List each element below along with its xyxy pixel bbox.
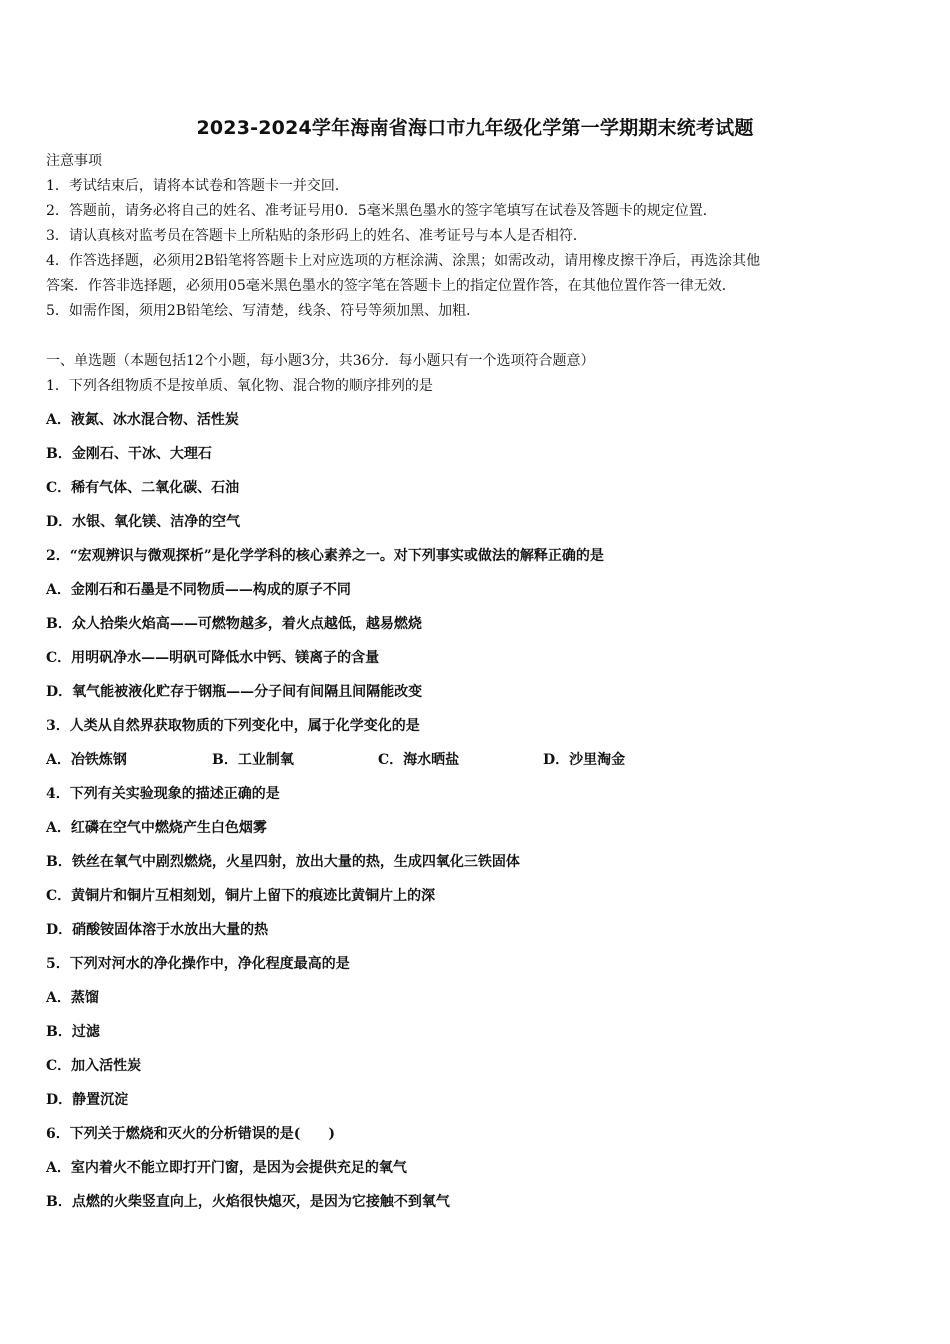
section-heading: 一、单选题（本题包括12个小题，每小题3分，共36分．每小题只有一个选项符合题意） xyxy=(46,353,595,369)
notice-item: 答案．作答非选择题，必须用05毫米黑色墨水的签字笔在答题卡上的指定位置作答，在其他位置作答一律无效． xyxy=(46,278,736,294)
option-b: B．众人拾柴火焰高——可燃物越多，着火点越低，越易燃烧 xyxy=(46,616,422,632)
notice-heading: 注意事项 xyxy=(46,153,102,169)
option-d: D．氧气能被液化贮存于钢瓶——分子间有间隔且间隔能改变 xyxy=(46,684,423,700)
option-a: A．冶铁炼钢 xyxy=(46,752,127,768)
option-b: B．铁丝在氧气中剧烈燃烧，火星四射，放出大量的热，生成四氧化三铁固体 xyxy=(46,854,520,870)
question-stem: 2．“宏观辨识与微观探析”是化学学科的核心素养之一。对下列事实或做法的解释正确的是 xyxy=(46,548,604,564)
option-c: C．海水晒盐 xyxy=(378,752,460,768)
notice-item: 4．作答选择题，必须用2B铅笔将答题卡上对应选项的方框涂满、涂黑；如需改动，请用橡皮擦干净后，再选涂其他 xyxy=(46,253,761,269)
option-b: B．金刚石、干冰、大理石 xyxy=(46,446,212,462)
option-d: D．水银、氧化镁、洁净的空气 xyxy=(46,514,241,530)
question-stem: 6．下列关于燃烧和灭火的分析错误的是( ) xyxy=(46,1126,335,1142)
option-a: A．红磷在空气中燃烧产生白色烟雾 xyxy=(46,820,267,836)
option-c: C．黄铜片和铜片互相刻划，铜片上留下的痕迹比黄铜片上的深 xyxy=(46,888,436,904)
option-b: B．工业制氧 xyxy=(212,752,294,768)
question-stem: 1．下列各组物质不是按单质、氧化物、混合物的顺序排列的是 xyxy=(46,378,433,394)
question-stem: 4．下列有关实验现象的描述正确的是 xyxy=(46,786,280,802)
notice-item: 2．答题前，请务必将自己的姓名、准考证号用0．5毫米黑色墨水的签字笔填写在试卷及答题卡的规定位置． xyxy=(46,203,717,219)
notice-item: 1．考试结束后，请将本试卷和答题卡一并交回． xyxy=(46,178,349,194)
notice-item: 5．如需作图，须用2B铅笔绘、写清楚，线条、符号等须加黑、加粗． xyxy=(46,303,481,319)
option-d: D．沙里淘金 xyxy=(543,752,626,768)
option-a: A．液氮、冰水混合物、活性炭 xyxy=(46,412,239,428)
option-a: A．蒸馏 xyxy=(46,990,99,1006)
option-b: B．过滤 xyxy=(46,1024,100,1040)
option-d: D．静置沉淀 xyxy=(46,1092,129,1108)
option-c: C．加入活性炭 xyxy=(46,1058,142,1074)
option-a: A．金刚石和石墨是不同物质——构成的原子不同 xyxy=(46,582,351,598)
question-stem: 5．下列对河水的净化操作中，净化程度最高的是 xyxy=(46,956,350,972)
option-c: C．用明矾净水——明矾可降低水中钙、镁离子的含量 xyxy=(46,650,380,666)
exam-title: 2023-2024学年海南省海口市九年级化学第一学期期末统考试题 xyxy=(196,117,754,139)
notice-item: 3．请认真核对监考员在答题卡上所粘贴的条形码上的姓名、准考证号与本人是否相符． xyxy=(46,228,587,244)
question-stem: 3．人类从自然界获取物质的下列变化中，属于化学变化的是 xyxy=(46,718,420,734)
option-d: D．硝酸铵固体溶于水放出大量的热 xyxy=(46,922,269,938)
option-b: B．点燃的火柴竖直向上，火焰很快熄灭，是因为它接触不到氧气 xyxy=(46,1194,450,1210)
option-a: A．室内着火不能立即打开门窗，是因为会提供充足的氧气 xyxy=(46,1160,407,1176)
option-c: C．稀有气体、二氧化碳、石油 xyxy=(46,480,240,496)
